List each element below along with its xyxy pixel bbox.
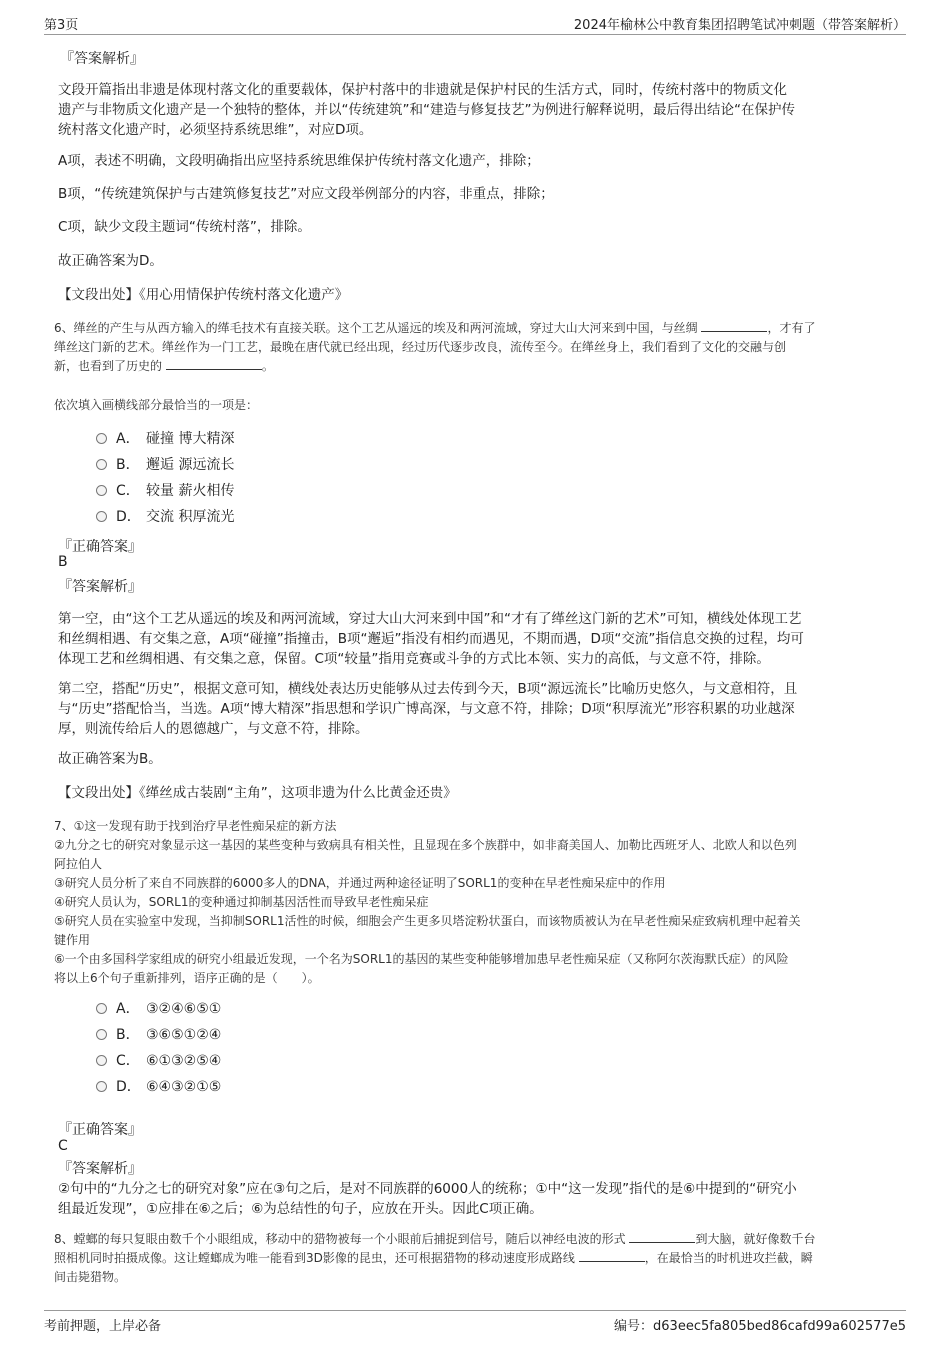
- document-id: 编号：d63eec5fa805bed86cafd99a602577e5: [614, 1319, 906, 1334]
- q6-correct-answer: B: [58, 554, 68, 570]
- q6-stem: 6、缂丝的产生与从西方输入的缂毛技术有直接关联。这个工艺从遥远的埃及和两河流域，穿过大山大河来到中国，与丝绸 ，才有了 缂丝这门新的艺术。缂丝作为一门工艺，最晚在唐代就已经出现，经过历代逐步改良，流传至今。在缂丝身上，我们看到了文化的交融与创 新，也看到了历史的 。: [54, 321, 816, 373]
- radio-icon[interactable]: [96, 1055, 107, 1066]
- q5-conclusion: 故正确答案为D。: [58, 253, 163, 269]
- q5-analysis-paragraph: 文段开篇指出非遗是体现村落文化的重要载体，保护村落中的非遗就是保护村民的生活方式，同时，传统村落中的物质文化 遗产与非物质文化遗产是一个独特的整体，并以“传统建筑”和“建造与修复技艺”为例进行解释说明，最后得出结论“在保护传 统村落文化遗产时，必须坚持系统思维”，对应D项。: [58, 82, 795, 138]
- q7-stem: 7、①这一发现有助于找到治疗早老性痴呆症的新方法 ②九分之七的研究对象显示这一基因的某些变种与致病具有相关性，且显现在多个族群中，如非裔美国人、加勒比西班牙人、北欧人和以色列 阿拉伯人 ③研究人员分析了来自不同族群的6000多人的DNA，并通过两种途径证明了SORL1的变种在早老性痴呆症中的作用 ④研究人员认为，SORL1的变种通过抑制基因活性而导致早老性痴呆症 ⑤研究人员在实验室中发现，当抑制SORL1活性的时候，细胞会产生更多贝塔淀粉状蛋白，而该物质被认为在早老性痴呆症致病机理中起着关 键作用 ⑥一个由多国科学家组成的研究小组最近发现，一个名为SORL1的基因的某些变种能够增加患早老性痴呆症（又称阿尔茨海默氏症）的风险 将以上6个句子重新排列，语序正确的是（ ）。: [54, 819, 801, 985]
- q5-analysis-label: 『答案解析』: [60, 51, 144, 67]
- q7-option-c[interactable]: C． ⑥①③②⑤④: [96, 1050, 221, 1072]
- radio-icon[interactable]: [96, 459, 107, 470]
- fill-blank: [701, 319, 767, 332]
- document-title: 2024年榆林公中教育集团招聘笔试冲刺题（带答案解析）: [573, 18, 906, 33]
- radio-icon[interactable]: [96, 1029, 107, 1040]
- q5-option-c-analysis: C项，缺少文段主题词“传统村落”，排除。: [58, 219, 311, 235]
- page-footer: [44, 1310, 906, 1337]
- q5-source: 【文段出处】《用心用情保护传统村落文化遗产》: [58, 287, 349, 303]
- radio-icon[interactable]: [96, 511, 107, 522]
- q6-option-c[interactable]: C． 较量 薪火相传: [96, 480, 234, 502]
- q6-source: 【文段出处】《缂丝成古装剧“主角”，这项非遗为什么比黄金还贵》: [58, 785, 457, 801]
- q7-analysis-label: 『答案解析』: [58, 1161, 142, 1177]
- q5-option-b-analysis: B项，“传统建筑保护与古建筑修复技艺”对应文段举例部分的内容，非重点，排除；: [58, 186, 554, 202]
- q6-analysis-label: 『答案解析』: [58, 579, 142, 595]
- q5-option-a-analysis: A项，表述不明确，文段明确指出应坚持系统思维保护传统村落文化遗产，排除；: [58, 153, 540, 169]
- q7-option-d[interactable]: D． ⑥④③②①⑤: [96, 1076, 221, 1098]
- fill-blank: [579, 1249, 645, 1262]
- fill-blank: [629, 1230, 695, 1243]
- radio-icon[interactable]: [96, 433, 107, 444]
- q6-conclusion: 故正确答案为B。: [58, 751, 162, 767]
- q6-option-a[interactable]: A． 碰撞 博大精深: [96, 428, 234, 450]
- fill-blank: [166, 357, 262, 370]
- q7-correct-label: 『正确答案』: [58, 1122, 142, 1138]
- page-number: 第3页: [44, 18, 79, 33]
- q6-prompt: 依次填入画横线部分最恰当的一项是：: [54, 398, 259, 412]
- q7-option-a[interactable]: A． ③②④⑥⑤①: [96, 998, 221, 1020]
- radio-icon[interactable]: [96, 1081, 107, 1092]
- radio-icon[interactable]: [96, 1003, 107, 1014]
- q6-option-b[interactable]: B． 邂逅 源远流长: [96, 454, 234, 476]
- q6-analysis-paragraph-2: 第二空，搭配“历史”，根据文意可知，横线处表达历史能够从过去传到今天，B项“源远流长”比喻历史悠久，与文意相符，且 与“历史”搭配恰当，当选。A项“博大精深”指思想和学识广博高深，与文意不符，排除；D项“积厚流光”形容积累的功业越深 厚，则流传给后人的恩德越广，与文意不符，排除。: [58, 681, 798, 737]
- q6-analysis-paragraph-1: 第一空，由“这个工艺从遥远的埃及和两河流域，穿过大山大河来到中国”和“才有了缂丝这门新的艺术”可知，横线处体现工艺 和丝绸相遇、有交集之意，A项“碰撞”指撞击，B项“邂逅”指没有相约而遇见，不期而遇，D项“交流”指信息交换的过程，均可 体现工艺和丝绸相遇、有交集之意，保留。C项“较量”指用竞赛或斗争的方式比本领、实力的高低，与文意不符，排除。: [58, 611, 804, 667]
- q8-stem: 8、螳螂的每只复眼由数千个小眼组成，移动中的猎物被每一个小眼前后捕捉到信号，随后以神经电波的形式 到大脑，就好像数千台 照相机同时拍摄成像。这让螳螂成为唯一能看到3D影像的昆虫，还可根据猎物的移动速度形成路线 ，在最恰当的时机进攻拦截，瞬 间击毙猎物。: [54, 1232, 816, 1284]
- q7-option-b[interactable]: B． ③⑥⑤①②④: [96, 1024, 221, 1046]
- q7-correct-answer: C: [58, 1138, 68, 1154]
- footer-slogan: 考前押题，上岸必备: [44, 1319, 162, 1334]
- q6-option-d[interactable]: D． 交流 积厚流光: [96, 506, 234, 528]
- page-header: [44, 14, 906, 35]
- q7-analysis-paragraph: ②句中的“九分之七的研究对象”应在③句之后，是对不同族群的6000人的统称；①中“这一发现”指代的是⑥中提到的“研究小 组最近发现”，①应排在⑥之后；⑥为总结性的句子，应放在开头。因此C项正确。: [58, 1181, 797, 1217]
- q6-correct-label: 『正确答案』: [58, 539, 142, 555]
- radio-icon[interactable]: [96, 485, 107, 496]
